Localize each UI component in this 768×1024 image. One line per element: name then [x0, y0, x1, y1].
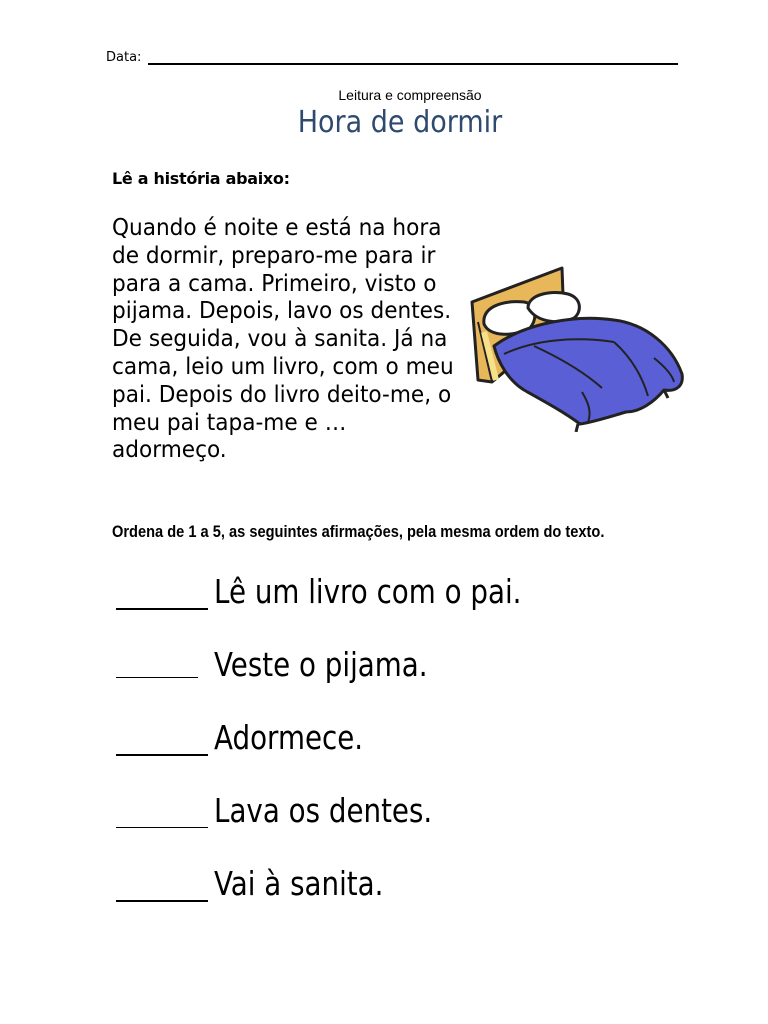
date-label: Data: [106, 50, 142, 65]
worksheet-title: Hora de dormir [297, 105, 503, 140]
answer-blank[interactable] [116, 754, 208, 756]
bed-icon [464, 262, 692, 432]
ordering-list [116, 568, 676, 933]
ordering-question: Ordena de 1 a 5, as seguintes afirmações, pela mesma ordem do texto. [112, 522, 605, 541]
date-row [106, 48, 678, 68]
answer-blank[interactable] [116, 900, 208, 902]
item-text: Veste o pijama. [214, 645, 428, 684]
list-item [116, 568, 676, 641]
reading-instruction: Lê a história abaixo: [112, 169, 290, 188]
item-text: Lava os dentes. [214, 791, 433, 830]
list-item [116, 641, 676, 714]
answer-blank[interactable] [116, 677, 198, 678]
answer-blank[interactable] [116, 827, 208, 828]
item-text: Adormece. [214, 718, 364, 757]
date-input-line[interactable] [148, 63, 678, 65]
answer-blank[interactable] [116, 608, 208, 610]
item-text: Lê um livro com o pai. [214, 572, 522, 611]
story-text: Quando é noite e está na hora de dormir, preparo-me para ir para a cama. Primeiro, visto o pijama. Depois, lavo os dentes. De seguida, vou à sanita. Já na cama, leio um livro, com o meu pai. Depois do livro deito-me, o meu pai tapa-me e … adormeço. [112, 213, 454, 464]
list-item [116, 714, 676, 787]
item-text: Vai à sanita. [214, 864, 384, 903]
worksheet-subtitle: Leitura e compreensão [338, 87, 482, 103]
list-item [116, 860, 676, 933]
list-item [116, 787, 676, 860]
